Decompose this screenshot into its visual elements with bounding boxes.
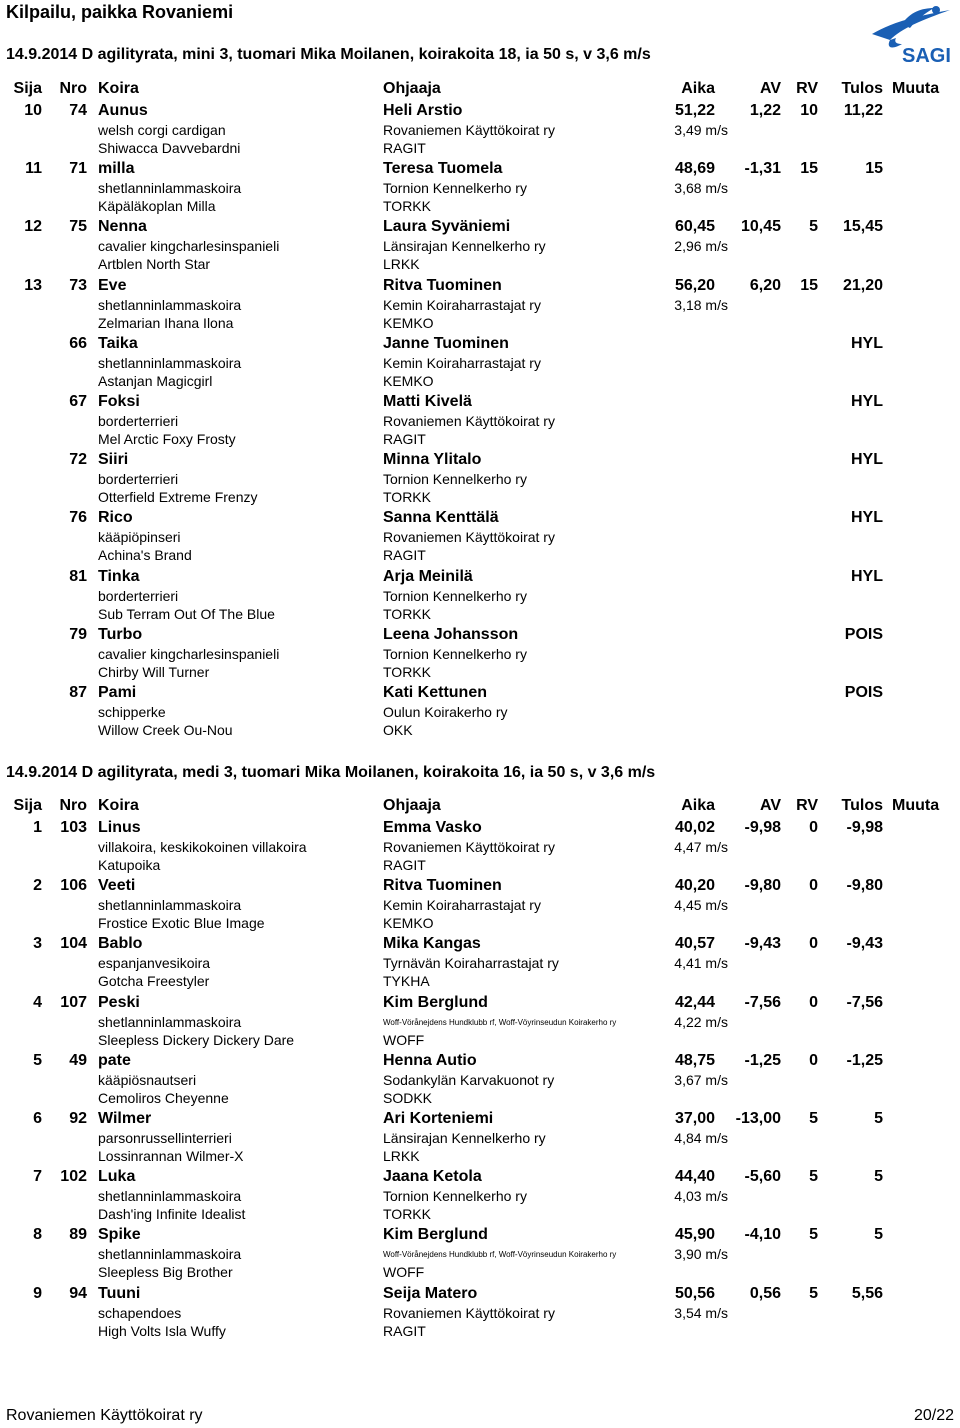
dog-name: Luka <box>98 1168 136 1186</box>
entry-number: 92 <box>69 1110 87 1127</box>
result-value: HYL <box>851 567 883 585</box>
club-abbreviation: RAGIT <box>383 140 426 156</box>
time-value: 40,20 <box>674 877 715 895</box>
handler-name: Jaana Ketola <box>383 1168 482 1186</box>
page-title: Kilpailu, paikka Rovaniemi <box>6 2 234 22</box>
dog-breed: shetlanninlammaskoira <box>98 1188 242 1205</box>
entry-number: 49 <box>69 1051 87 1069</box>
speed-value: 3,18 m/s <box>674 296 728 313</box>
competition-title: 14.9.2014 D agilityrata, medi 3, tuomari Mika Moilanen, koirakoita 16, ia 50 s, v 3,6 m/s <box>6 764 656 781</box>
dog-breed: kääpiöpinseri <box>98 529 181 546</box>
dog-name: Foksi <box>98 393 140 410</box>
handler-name: Laura Syväniemi <box>383 218 511 236</box>
time-value: 42,44 <box>674 993 715 1011</box>
handler-club: Rovaniemen Käyttökoirat ry <box>383 413 555 429</box>
result-value: 15 <box>865 160 883 178</box>
speed-value: 3,49 m/s <box>674 122 728 138</box>
time-value: 44,40 <box>674 1168 715 1186</box>
result-entry <box>0 684 960 742</box>
handler-name: Janne Tuominen <box>383 334 509 352</box>
handler-name: Ritva Tuominen <box>383 276 502 294</box>
time-fault-value: -9,98 <box>744 819 781 836</box>
handler-name: Kati Kettunen <box>383 684 487 701</box>
dog-registered-name: Mel Arctic Foxy Frosty <box>98 431 236 447</box>
time-value: 37,00 <box>674 1110 715 1127</box>
time-value: 51,22 <box>674 102 715 119</box>
handler-name: Emma Vasko <box>383 819 482 836</box>
entry-placement: 12 <box>24 218 42 236</box>
handler-club: Oulun Koirakerho ry <box>383 704 508 720</box>
club-abbreviation: KEMKO <box>383 372 434 389</box>
handler-club: Kemin Koiraharrastajat ry <box>383 296 541 313</box>
dog-registered-name: Willow Creek Ou-Nou <box>98 722 233 738</box>
dog-registered-name: Gotcha Freestyler <box>98 973 210 990</box>
result-value: 15,45 <box>842 218 883 236</box>
result-value: HYL <box>851 451 883 469</box>
dog-breed: welsh corgi cardigan <box>98 122 226 138</box>
result-entry <box>0 819 960 877</box>
result-entry <box>0 877 960 935</box>
dog-breed: borderterrieri <box>98 471 179 488</box>
result-value: 11,22 <box>843 102 883 119</box>
speed-value: 4,84 m/s <box>674 1130 728 1146</box>
course-fault-value: 5 <box>809 1110 818 1127</box>
dog-breed: shetlanninlammaskoira <box>98 354 242 371</box>
handler-name: Minna Ylitalo <box>383 451 482 469</box>
dog-registered-name: Sub Terram Out Of The Blue <box>98 605 275 622</box>
club-abbreviation: TORKK <box>383 198 431 215</box>
dog-name: Veeti <box>98 877 136 895</box>
handler-club: Rovaniemen Käyttökoirat ry <box>383 122 555 138</box>
result-entry <box>0 509 960 567</box>
club-abbreviation: RAGIT <box>383 547 426 564</box>
dog-breed: cavalier kingcharlesinspanieli <box>98 238 280 255</box>
club-abbreviation: KEMKO <box>383 915 434 932</box>
result-entry <box>0 102 960 160</box>
result-entry <box>0 451 960 509</box>
header-tulos: Tulos <box>841 80 883 97</box>
speed-value: 4,41 m/s <box>674 955 728 972</box>
time-fault-value: -4,10 <box>744 1226 781 1244</box>
result-entry <box>0 1226 960 1284</box>
time-value: 56,20 <box>674 276 715 294</box>
dog-registered-name: Achina's Brand <box>98 547 192 564</box>
dog-breed: shetlanninlammaskoira <box>98 897 242 914</box>
dog-breed: shetlanninlammaskoira <box>98 1013 242 1030</box>
dog-name: Rico <box>98 509 133 527</box>
dog-registered-name: Sleepless Dickery Dickery Dare <box>98 1031 295 1048</box>
result-value: -1,25 <box>846 1051 883 1069</box>
speed-value: 2,96 m/s <box>674 238 728 255</box>
result-entry <box>0 335 960 393</box>
handler-name: Teresa Tuomela <box>383 160 503 178</box>
handler-club: Woff-Vörånejdens Hundklubb rf, Woff-Vöyrinseudun Koirakerho ry <box>383 1017 617 1027</box>
handler-club: Tyrnävän Koiraharrastajat ry <box>383 955 559 972</box>
handler-club: Länsirajan Kennelkerho ry <box>383 1130 546 1146</box>
dog-registered-name: Otterfield Extreme Frenzy <box>98 489 258 506</box>
entry-number: 75 <box>69 218 87 236</box>
speed-value: 3,68 m/s <box>674 180 728 197</box>
time-value: 48,69 <box>674 160 715 178</box>
result-value: 5 <box>874 1226 883 1244</box>
dog-breed: shetlanninlammaskoira <box>98 1246 242 1263</box>
dog-registered-name: Zelmarian Ihana Ilona <box>98 314 234 331</box>
entry-placement: 5 <box>33 1051 42 1069</box>
handler-name: Arja Meinilä <box>383 567 473 585</box>
handler-club: Rovaniemen Käyttökoirat ry <box>383 1304 555 1321</box>
dog-name: Wilmer <box>98 1110 152 1127</box>
club-abbreviation: TORKK <box>383 1206 431 1223</box>
club-abbreviation: WOFF <box>383 1031 425 1048</box>
header-koira: Koira <box>98 797 139 814</box>
result-entry <box>0 1285 960 1343</box>
time-value: 45,90 <box>674 1226 715 1244</box>
result-value: 5,56 <box>851 1284 883 1302</box>
dog-name: Eve <box>98 276 127 294</box>
sagi-logo-icon <box>862 4 954 66</box>
entry-number: 66 <box>69 334 87 352</box>
dog-registered-name: Sleepless Big Brother <box>98 1264 233 1281</box>
course-fault-value: 0 <box>809 877 818 895</box>
time-value: 40,02 <box>674 819 715 836</box>
speed-value: 3,67 m/s <box>674 1071 728 1088</box>
time-fault-value: -7,56 <box>744 993 781 1011</box>
course-fault-value: 5 <box>809 1284 818 1302</box>
dog-registered-name: Dash'ing Infinite Idealist <box>98 1206 246 1223</box>
course-fault-value: 10 <box>800 102 818 119</box>
handler-name: Ritva Tuominen <box>383 877 502 895</box>
course-fault-value: 5 <box>809 218 818 236</box>
club-abbreviation: LRKK <box>383 256 420 273</box>
course-fault-value: 0 <box>809 993 818 1011</box>
club-abbreviation: RAGIT <box>383 857 426 873</box>
result-entry <box>0 994 960 1052</box>
result-value: 21,20 <box>842 276 883 294</box>
dog-registered-name: Astanjan Magicgirl <box>98 372 213 389</box>
dog-breed: cavalier kingcharlesinspanieli <box>98 645 280 662</box>
header-sija: Sija <box>13 797 42 814</box>
entry-number: 87 <box>69 684 87 701</box>
dog-registered-name: Shiwacca Davvebardni <box>98 140 241 156</box>
result-entry <box>0 218 960 276</box>
handler-name: Heli Arstio <box>383 102 463 119</box>
handler-name: Kim Berglund <box>383 993 488 1011</box>
handler-name: Henna Autio <box>383 1051 477 1069</box>
dog-registered-name: Artblen North Star <box>98 256 211 273</box>
header-ohjaaja: Ohjaaja <box>383 80 441 97</box>
result-value: POIS <box>844 625 883 643</box>
dog-breed: parsonrussellinterrieri <box>98 1130 232 1146</box>
result-entry <box>0 393 960 451</box>
result-value: 5 <box>874 1110 883 1127</box>
speed-value: 4,03 m/s <box>674 1188 728 1205</box>
club-abbreviation: TORKK <box>383 489 431 506</box>
dog-name: Taika <box>98 334 138 352</box>
handler-name: Sanna Kenttälä <box>383 509 499 527</box>
header-muuta: Muuta <box>892 80 940 97</box>
dog-registered-name: High Volts Isla Wuffy <box>98 1322 226 1339</box>
handler-club: Rovaniemen Käyttökoirat ry <box>383 529 555 546</box>
dog-name: Tuuni <box>98 1284 141 1302</box>
club-abbreviation: TORKK <box>383 663 431 680</box>
dog-breed: kääpiösnautseri <box>98 1071 197 1088</box>
entry-number: 73 <box>69 276 87 294</box>
entry-number: 76 <box>69 509 87 527</box>
time-fault-value: 10,45 <box>740 218 781 236</box>
handler-club: Länsirajan Kennelkerho ry <box>383 238 546 255</box>
footer-club: Rovaniemen Käyttökoirat ry <box>6 1407 203 1424</box>
footer-page-number: 20/22 <box>913 1407 954 1424</box>
result-entry <box>0 277 960 335</box>
header-nro: Nro <box>59 80 87 97</box>
dog-name: Spike <box>98 1226 141 1244</box>
handler-name: Leena Johansson <box>383 625 519 643</box>
club-abbreviation: LRKK <box>383 1148 420 1164</box>
logo-text: SAGI <box>902 45 951 66</box>
speed-value: 3,90 m/s <box>674 1246 728 1263</box>
club-abbreviation: RAGIT <box>383 431 426 447</box>
club-abbreviation: RAGIT <box>383 1322 426 1339</box>
result-entry <box>0 626 960 684</box>
time-value: 40,57 <box>674 935 715 953</box>
entry-number: 72 <box>69 451 87 469</box>
result-value: 5 <box>874 1168 883 1186</box>
time-value: 50,56 <box>674 1284 715 1302</box>
entry-number: 79 <box>69 625 87 643</box>
course-fault-value: 0 <box>809 935 818 953</box>
header-aika: Aika <box>681 80 715 97</box>
entry-placement: 10 <box>24 102 42 119</box>
dog-registered-name: Cemoliros Cheyenne <box>98 1089 229 1106</box>
header-rv: RV <box>796 80 818 97</box>
dog-name: pate <box>98 1051 131 1069</box>
header-ohjaaja: Ohjaaja <box>383 797 441 814</box>
result-entry <box>0 1110 960 1168</box>
time-fault-value: -1,31 <box>744 160 781 178</box>
time-value: 48,75 <box>674 1051 715 1069</box>
result-value: -9,43 <box>846 935 883 953</box>
header-nro: Nro <box>59 797 87 814</box>
handler-club: Sodankylän Karvakuonot ry <box>383 1071 555 1088</box>
dog-name: milla <box>98 160 135 178</box>
club-abbreviation: WOFF <box>383 1264 425 1281</box>
dog-registered-name: Frostice Exotic Blue Image <box>98 915 265 932</box>
entry-number: 103 <box>60 819 87 836</box>
result-value: HYL <box>851 334 883 352</box>
dog-name: Pami <box>98 684 137 701</box>
entry-number: 74 <box>69 102 87 119</box>
club-abbreviation: KEMKO <box>383 314 434 331</box>
entry-number: 104 <box>60 935 87 953</box>
club-abbreviation: SODKK <box>383 1089 433 1106</box>
dog-registered-name: Käpäläkoplan Milla <box>98 198 216 215</box>
dog-name: Nenna <box>98 218 147 236</box>
result-entry <box>0 160 960 218</box>
speed-value: 4,22 m/s <box>674 1013 728 1030</box>
handler-club: Rovaniemen Käyttökoirat ry <box>383 839 555 855</box>
header-aika: Aika <box>681 797 715 814</box>
entry-number: 67 <box>69 393 87 410</box>
dog-breed: borderterrieri <box>98 587 179 604</box>
time-fault-value: 6,20 <box>749 276 781 294</box>
handler-club: Tornion Kennelkerho ry <box>383 587 527 604</box>
dog-registered-name: Lossinrannan Wilmer-X <box>98 1148 244 1164</box>
entry-number: 89 <box>69 1226 87 1244</box>
handler-club: Kemin Koiraharrastajat ry <box>383 354 541 371</box>
time-fault-value: -5,60 <box>744 1168 781 1186</box>
result-value: -9,98 <box>846 819 883 836</box>
handler-name: Ari Korteniemi <box>383 1110 494 1127</box>
handler-name: Seija Matero <box>383 1284 478 1302</box>
header-rv: RV <box>796 797 818 814</box>
speed-value: 4,47 m/s <box>674 839 728 855</box>
handler-name: Kim Berglund <box>383 1226 488 1244</box>
dog-breed: schipperke <box>98 704 166 720</box>
entry-placement: 6 <box>33 1110 42 1127</box>
header-sija: Sija <box>13 80 42 97</box>
handler-club: Tornion Kennelkerho ry <box>383 645 527 662</box>
speed-value: 4,45 m/s <box>674 897 728 914</box>
club-abbreviation: TYKHA <box>383 973 430 990</box>
entry-placement: 8 <box>33 1226 42 1244</box>
header-koira: Koira <box>98 80 139 97</box>
dog-name: Turbo <box>98 625 143 643</box>
result-entry <box>0 1168 960 1226</box>
result-value: -9,80 <box>846 877 883 895</box>
entry-placement: 1 <box>33 819 42 836</box>
handler-club: Tornion Kennelkerho ry <box>383 180 527 197</box>
entry-number: 94 <box>69 1284 87 1302</box>
dog-breed: shetlanninlammaskoira <box>98 180 242 197</box>
time-fault-value: 1,22 <box>749 102 781 119</box>
result-value: POIS <box>844 684 883 701</box>
result-value: HYL <box>851 509 883 527</box>
course-fault-value: 0 <box>809 819 818 836</box>
entry-placement: 3 <box>33 935 42 953</box>
course-fault-value: 0 <box>809 1051 818 1069</box>
dog-name: Tinka <box>98 567 140 585</box>
dog-registered-name: Katupoika <box>98 857 161 873</box>
handler-club: Kemin Koiraharrastajat ry <box>383 897 541 914</box>
dog-breed: espanjanvesikoira <box>98 955 211 972</box>
dog-breed: villakoira, keskikokoinen villakoira <box>98 839 307 855</box>
course-fault-value: 5 <box>809 1226 818 1244</box>
entry-number: 107 <box>60 993 87 1011</box>
dog-name: Linus <box>98 819 141 836</box>
club-abbreviation: TORKK <box>383 605 431 622</box>
handler-club: Tornion Kennelkerho ry <box>383 471 527 488</box>
entry-number: 102 <box>60 1168 87 1186</box>
header-tulos: Tulos <box>841 797 883 814</box>
handler-name: Mika Kangas <box>383 935 481 953</box>
dog-breed: borderterrieri <box>98 413 179 429</box>
result-entry <box>0 1052 960 1110</box>
dog-name: Siiri <box>98 451 129 469</box>
time-fault-value: -9,43 <box>744 935 781 953</box>
dog-breed: schapendoes <box>98 1304 182 1321</box>
dog-name: Aunus <box>98 102 148 119</box>
handler-club: Tornion Kennelkerho ry <box>383 1188 527 1205</box>
dog-registered-name: Chirby Will Turner <box>98 663 210 680</box>
time-value: 60,45 <box>674 218 715 236</box>
time-fault-value: -13,00 <box>735 1110 781 1127</box>
handler-club: Woff-Vörånejdens Hundklubb rf, Woff-Vöyrinseudun Koirakerho ry <box>383 1250 617 1260</box>
course-fault-value: 15 <box>800 160 818 178</box>
club-abbreviation: OKK <box>383 722 413 738</box>
header-muuta: Muuta <box>892 797 940 814</box>
result-value: -7,56 <box>846 993 883 1011</box>
entry-placement: 4 <box>33 993 42 1011</box>
header-av: AV <box>759 797 781 814</box>
entry-placement: 2 <box>33 877 42 895</box>
result-value: HYL <box>851 393 883 410</box>
entry-number: 106 <box>60 877 87 895</box>
entry-placement: 9 <box>33 1284 42 1302</box>
result-entry <box>0 568 960 626</box>
time-fault-value: 0,56 <box>749 1284 781 1302</box>
entry-number: 81 <box>69 567 87 585</box>
dog-name: Peski <box>98 993 140 1011</box>
speed-value: 3,54 m/s <box>674 1304 728 1321</box>
course-fault-value: 15 <box>800 276 818 294</box>
entry-number: 71 <box>69 160 87 178</box>
time-fault-value: -1,25 <box>744 1051 781 1069</box>
dog-name: Bablo <box>98 935 143 953</box>
course-fault-value: 5 <box>809 1168 818 1186</box>
competition-title: 14.9.2014 D agilityrata, mini 3, tuomari Mika Moilanen, koirakoita 18, ia 50 s, v 3,6 m/s <box>6 46 651 63</box>
entry-placement: 13 <box>24 276 42 294</box>
handler-name: Matti Kivelä <box>383 393 472 410</box>
dog-breed: shetlanninlammaskoira <box>98 296 242 313</box>
header-av: AV <box>759 80 781 97</box>
time-fault-value: -9,80 <box>744 877 781 895</box>
entry-placement: 7 <box>33 1168 42 1186</box>
entry-placement: 11 <box>25 160 42 178</box>
result-entry <box>0 935 960 993</box>
